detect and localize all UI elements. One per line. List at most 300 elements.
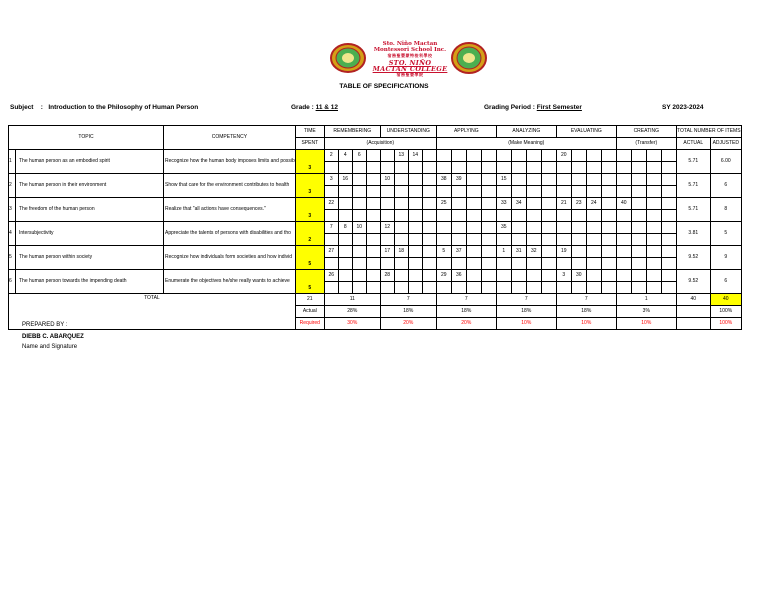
blank-cell <box>408 186 422 198</box>
item-number-cell <box>601 198 616 210</box>
blank-cell <box>571 282 586 294</box>
item-number-cell <box>338 270 352 282</box>
total-time: 21 <box>295 294 324 306</box>
total-adjusted: 40 <box>710 294 741 306</box>
blank-cell <box>394 186 408 198</box>
item-number-cell <box>394 270 408 282</box>
item-number-cell <box>496 270 511 282</box>
blank-cell <box>366 258 380 270</box>
row-topic: The freedom of the human person <box>16 198 164 222</box>
blank-cell <box>451 162 466 174</box>
item-number-cell: 3 <box>324 174 338 186</box>
blank-cell <box>496 234 511 246</box>
row-number: 6 <box>9 270 16 294</box>
header-understanding: UNDERSTANDING <box>380 126 436 138</box>
item-number-cell <box>661 222 676 234</box>
school-year: SY 2023-2024 <box>662 104 704 111</box>
item-number-cell: 15 <box>496 174 511 186</box>
item-number-cell: 1 <box>496 246 511 258</box>
totals-row <box>9 294 742 306</box>
blank-cell <box>394 162 408 174</box>
blank-cell <box>526 234 541 246</box>
row-competency: Recognize how individuals form societies and how individ <box>164 246 296 270</box>
blank-cell <box>352 282 366 294</box>
blank-cell <box>366 210 380 222</box>
item-number-cell: 17 <box>380 246 394 258</box>
blank-cell <box>646 186 661 198</box>
item-number-cell: 3 <box>556 270 571 282</box>
blank-cell <box>601 186 616 198</box>
blank-cell <box>616 282 631 294</box>
row-competency: Show that care for the environment contributes to health <box>164 174 296 198</box>
blank-cell <box>616 234 631 246</box>
blank-cell <box>324 162 338 174</box>
signature-caption: Name and Signature <box>22 344 78 350</box>
item-number-cell <box>616 174 631 186</box>
item-number-cell <box>466 174 481 186</box>
blank-cell <box>481 234 496 246</box>
item-number-cell <box>481 198 496 210</box>
college-chinese-name: 宿務聖嬰學院 <box>396 72 424 78</box>
blank-cell <box>631 162 646 174</box>
item-number-cell: 10 <box>352 222 366 234</box>
row-topic: The human person as an embodied spirit <box>16 150 164 174</box>
item-number-cell: 8 <box>338 222 352 234</box>
blank-cell <box>466 234 481 246</box>
blank-cell <box>661 210 676 222</box>
item-number-cell <box>661 174 676 186</box>
preparer-name: DIEBB C. ABARQUEZ <box>22 334 84 340</box>
blank-cell <box>571 258 586 270</box>
item-number-cell <box>526 174 541 186</box>
blank-cell <box>436 162 451 174</box>
item-number-cell <box>586 174 601 186</box>
item-number-cell <box>526 222 541 234</box>
row-topic: The human person towards the impending death <box>16 270 164 294</box>
blank-cell <box>436 282 451 294</box>
blank-cell <box>496 258 511 270</box>
item-number-cell: 34 <box>511 198 526 210</box>
row-actual-items: 5.71 <box>676 174 710 198</box>
blank-cell <box>366 186 380 198</box>
blank-cell <box>631 234 646 246</box>
blank-cell <box>422 234 436 246</box>
item-number-cell <box>631 246 646 258</box>
item-number-cell: 26 <box>324 270 338 282</box>
blank-cell <box>338 162 352 174</box>
blank-cell <box>451 258 466 270</box>
blank-cell <box>352 162 366 174</box>
subject-line <box>10 104 198 111</box>
blank-cell <box>541 258 556 270</box>
blank-cell <box>556 282 571 294</box>
blank-cell <box>586 282 601 294</box>
blank-cell <box>380 162 394 174</box>
header-actual: ACTUAL <box>676 138 710 150</box>
item-number-cell <box>526 150 541 162</box>
grading-period-line <box>484 104 582 111</box>
item-number-cell <box>422 198 436 210</box>
total-app: 7 <box>436 294 496 306</box>
blank-cell <box>571 234 586 246</box>
item-number-cell <box>481 174 496 186</box>
item-number-cell <box>556 174 571 186</box>
blank-cell <box>466 186 481 198</box>
blank-cell <box>511 186 526 198</box>
item-number-cell <box>541 174 556 186</box>
item-number-cell <box>511 174 526 186</box>
header-topic: TOPIC <box>9 126 164 150</box>
item-number-cell: 32 <box>526 246 541 258</box>
item-number-cell: 19 <box>556 246 571 258</box>
row-adjusted-items: 5 <box>710 222 741 246</box>
blank-cell <box>366 282 380 294</box>
blank-cell <box>556 234 571 246</box>
item-number-cell <box>601 222 616 234</box>
item-number-cell <box>338 246 352 258</box>
item-number-cell <box>556 222 571 234</box>
item-number-cell <box>408 174 422 186</box>
item-number-cell <box>601 270 616 282</box>
item-number-cell <box>366 150 380 162</box>
item-number-cell: 37 <box>451 246 466 258</box>
blank-cell <box>422 186 436 198</box>
item-number-cell <box>541 222 556 234</box>
row-competency: Appreciate the talents of persons with disabilities and tho <box>164 222 296 246</box>
header-spent: SPENT <box>295 138 324 150</box>
item-number-cell <box>601 246 616 258</box>
blank-cell <box>511 234 526 246</box>
item-number-cell: 10 <box>380 174 394 186</box>
item-number-cell <box>541 270 556 282</box>
subject-value: Introduction to the Philosophy of Human Person <box>48 104 199 111</box>
blank-cell <box>394 234 408 246</box>
row-actual-items: 5.71 <box>676 198 710 222</box>
row-adjusted-items: 8 <box>710 198 741 222</box>
row-competency: Enumerate the objectives he/she really wants to achieve <box>164 270 296 294</box>
blank-cell <box>324 282 338 294</box>
blank-cell <box>661 186 676 198</box>
item-number-cell <box>394 174 408 186</box>
blank-cell <box>481 282 496 294</box>
blank-cell <box>436 186 451 198</box>
blank-cell <box>616 258 631 270</box>
row-actual-items: 9.52 <box>676 270 710 294</box>
blank-cell <box>408 282 422 294</box>
item-number-cell: 33 <box>496 198 511 210</box>
blank-cell <box>408 234 422 246</box>
item-number-cell: 6 <box>352 150 366 162</box>
item-number-cell <box>601 150 616 162</box>
table-row <box>9 150 742 162</box>
item-number-cell: 16 <box>338 174 352 186</box>
specifications-table <box>8 125 742 330</box>
item-number-cell <box>466 246 481 258</box>
blank-cell <box>526 186 541 198</box>
blank-cell <box>556 186 571 198</box>
blank-cell <box>481 186 496 198</box>
total-und: 7 <box>380 294 436 306</box>
grade-line <box>291 104 338 111</box>
item-number-cell <box>616 222 631 234</box>
row-number: 3 <box>9 198 16 222</box>
row-actual-items: 9.52 <box>676 246 710 270</box>
blank-cell <box>436 210 451 222</box>
blank-cell <box>380 210 394 222</box>
blank-cell <box>661 234 676 246</box>
item-number-cell: 35 <box>496 222 511 234</box>
blank-cell <box>496 162 511 174</box>
college-name-line2: MACTAN COLLEGE <box>372 64 448 73</box>
item-number-cell <box>631 270 646 282</box>
blank-cell <box>366 234 380 246</box>
item-number-cell <box>616 150 631 162</box>
blank-cell <box>380 234 394 246</box>
blank-cell <box>352 258 366 270</box>
item-number-cell <box>451 150 466 162</box>
item-number-cell: 28 <box>380 270 394 282</box>
row-number: 1 <box>9 150 16 174</box>
item-number-cell <box>451 198 466 210</box>
row-time-spent: 5 <box>295 246 324 270</box>
actual-label: Actual <box>295 306 324 318</box>
item-number-cell <box>541 150 556 162</box>
grade-value: 11 & 12 <box>315 104 338 111</box>
item-number-cell: 7 <box>324 222 338 234</box>
blank-cell <box>422 282 436 294</box>
item-number-cell <box>394 198 408 210</box>
item-number-cell <box>366 246 380 258</box>
item-number-cell <box>631 150 646 162</box>
total-eva: 7 <box>556 294 616 306</box>
blank-cell <box>511 282 526 294</box>
blank-cell <box>338 234 352 246</box>
blank-cell <box>541 210 556 222</box>
item-number-cell <box>481 222 496 234</box>
blank-cell <box>338 186 352 198</box>
required-pct-cre: 10% <box>616 318 676 330</box>
blank-cell <box>571 162 586 174</box>
item-number-cell <box>422 270 436 282</box>
item-number-cell <box>352 246 366 258</box>
item-number-cell <box>511 150 526 162</box>
item-number-cell <box>511 270 526 282</box>
blank-cell <box>352 210 366 222</box>
blank-cell <box>324 234 338 246</box>
actual-pct-ana: 18% <box>496 306 556 318</box>
blank-cell <box>511 258 526 270</box>
item-number-cell: 20 <box>556 150 571 162</box>
item-number-cell <box>408 198 422 210</box>
item-number-cell: 39 <box>451 174 466 186</box>
blank-cell <box>451 282 466 294</box>
blank-cell <box>511 162 526 174</box>
blank-cell <box>556 258 571 270</box>
blank-cell <box>601 234 616 246</box>
header-acquisition: (Acquisition) <box>324 138 436 150</box>
blank-cell <box>408 210 422 222</box>
item-number-cell <box>661 150 676 162</box>
item-number-cell <box>436 150 451 162</box>
item-number-cell <box>586 150 601 162</box>
blank-cell <box>586 234 601 246</box>
blank-cell <box>601 282 616 294</box>
item-number-cell <box>422 174 436 186</box>
total-ana: 7 <box>496 294 556 306</box>
item-number-cell <box>451 222 466 234</box>
blank-cell <box>380 186 394 198</box>
blank-cell <box>408 162 422 174</box>
item-number-cell <box>571 150 586 162</box>
item-number-cell <box>366 222 380 234</box>
blank-cell <box>451 210 466 222</box>
blank-cell <box>631 210 646 222</box>
school-name-line1: Sto. Niño Mactan <box>382 41 438 47</box>
header-total-items: TOTAL NUMBER OF ITEMS <box>676 126 741 138</box>
blank-cell <box>541 186 556 198</box>
blank-cell <box>394 282 408 294</box>
item-number-cell <box>646 150 661 162</box>
header-competency: COMPETENCY <box>164 126 296 150</box>
item-number-cell <box>541 198 556 210</box>
row-time-spent: 2 <box>295 222 324 246</box>
required-pct-rem: 30% <box>324 318 380 330</box>
actual-pct-cre: 3% <box>616 306 676 318</box>
item-number-cell <box>661 198 676 210</box>
item-number-cell <box>422 222 436 234</box>
required-pct-spacer <box>676 318 710 330</box>
blank-cell <box>586 162 601 174</box>
blank-cell <box>526 210 541 222</box>
blank-cell <box>571 186 586 198</box>
item-number-cell <box>526 270 541 282</box>
item-number-cell <box>661 270 676 282</box>
school-seal-logo-right <box>451 42 487 74</box>
item-number-cell <box>481 150 496 162</box>
blank-cell <box>526 258 541 270</box>
table-row <box>9 246 742 258</box>
item-number-cell: 29 <box>436 270 451 282</box>
item-number-cell <box>541 246 556 258</box>
blank-cell <box>496 210 511 222</box>
row-time-spent: 3 <box>295 198 324 222</box>
item-number-cell <box>616 246 631 258</box>
actual-pct-app: 18% <box>436 306 496 318</box>
blank-cell <box>422 210 436 222</box>
header-transfer: (Transfer) <box>616 138 676 150</box>
blank-cell <box>496 186 511 198</box>
blank-cell <box>631 258 646 270</box>
item-number-cell <box>366 270 380 282</box>
table-row <box>9 198 742 210</box>
actual-pct-rem: 28% <box>324 306 380 318</box>
total-rem: 11 <box>324 294 380 306</box>
blank-cell <box>541 234 556 246</box>
school-name-block <box>369 41 451 78</box>
grading-period-value: First Semester <box>536 104 582 111</box>
item-number-cell <box>408 246 422 258</box>
row-adjusted-items: 6.00 <box>710 150 741 174</box>
document-title: TABLE OF SPECIFICATIONS <box>339 83 429 90</box>
blank-cell <box>481 162 496 174</box>
item-number-cell: 31 <box>511 246 526 258</box>
blank-cell <box>601 162 616 174</box>
item-number-cell <box>646 246 661 258</box>
blank-cell <box>511 210 526 222</box>
header-remembering: REMEMBERING <box>324 126 380 138</box>
blank-cell <box>481 210 496 222</box>
item-number-cell: 40 <box>616 198 631 210</box>
item-number-cell <box>338 198 352 210</box>
item-number-cell <box>394 222 408 234</box>
blank-cell <box>436 234 451 246</box>
blank-cell <box>366 162 380 174</box>
item-number-cell <box>352 198 366 210</box>
header-creating: CREATING <box>616 126 676 138</box>
blank-cell <box>324 186 338 198</box>
row-number: 4 <box>9 222 16 246</box>
row-competency: Recognize how the human body imposes limits and possib <box>164 150 296 174</box>
blank-cell <box>631 282 646 294</box>
item-number-cell: 21 <box>556 198 571 210</box>
item-number-cell <box>380 150 394 162</box>
item-number-cell: 25 <box>436 198 451 210</box>
blank-cell <box>324 258 338 270</box>
item-number-cell <box>616 270 631 282</box>
blank-cell <box>541 282 556 294</box>
item-number-cell: 4 <box>338 150 352 162</box>
blank-cell <box>466 282 481 294</box>
item-number-cell: 14 <box>408 150 422 162</box>
school-name-line2: Montessori School Inc. <box>373 47 447 54</box>
blank-cell <box>422 162 436 174</box>
row-time-spent: 5 <box>295 270 324 294</box>
blank-cell <box>601 258 616 270</box>
header-time: TIME <box>295 126 324 138</box>
blank-cell <box>338 258 352 270</box>
required-pct-total: 100% <box>710 318 741 330</box>
item-number-cell <box>380 198 394 210</box>
blank-cell <box>616 162 631 174</box>
row-time-spent: 3 <box>295 150 324 174</box>
blank-cell <box>496 282 511 294</box>
item-number-cell: 36 <box>451 270 466 282</box>
table-row <box>9 270 742 282</box>
item-number-cell <box>511 222 526 234</box>
total-cre: 1 <box>616 294 676 306</box>
table-row <box>9 222 742 234</box>
blank-cell <box>338 282 352 294</box>
blank-cell <box>352 186 366 198</box>
item-number-cell <box>422 246 436 258</box>
item-number-cell <box>586 270 601 282</box>
row-adjusted-items: 6 <box>710 174 741 198</box>
subject-separator: : <box>40 104 43 111</box>
item-number-cell <box>646 270 661 282</box>
item-number-cell <box>436 222 451 234</box>
item-number-cell: 12 <box>380 222 394 234</box>
item-number-cell <box>352 174 366 186</box>
item-number-cell <box>481 270 496 282</box>
blank-cell <box>380 258 394 270</box>
blank-cell <box>352 234 366 246</box>
subject-label: Subject <box>10 104 34 111</box>
blank-cell <box>526 282 541 294</box>
actual-pct-eva: 18% <box>556 306 616 318</box>
blank-cell <box>422 258 436 270</box>
prepared-by-label: PREPARED BY : <box>22 322 68 328</box>
item-number-cell <box>408 222 422 234</box>
